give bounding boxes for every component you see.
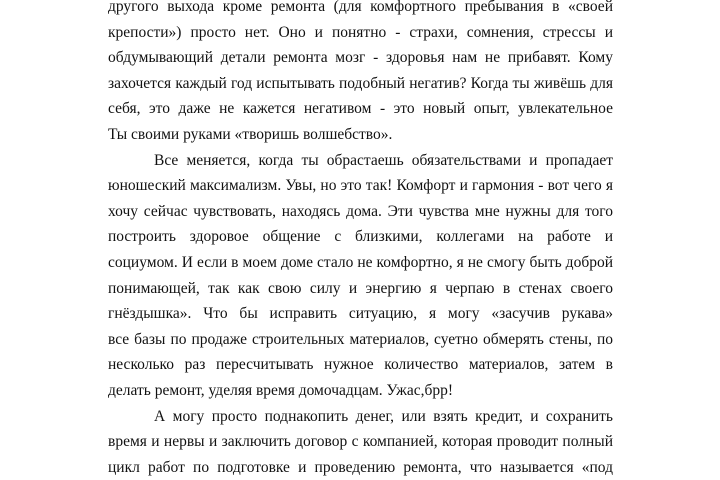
document-body (108, 0, 613, 480)
text-line: юношеский максимализм. Увы, но это так! Комфорт и гармония - вот чего я (108, 177, 613, 195)
paragraph-1 (108, 0, 613, 148)
text-line: социумом. И если в моем доме стало не комфортно, я не смогу быть доброй (108, 253, 613, 271)
text-line: делать ремонт, уделяя время домочадцам. Ужас,брр! (108, 381, 454, 399)
paragraph-3 (108, 404, 613, 480)
text-line: А могу просто поднакопить денег, или взять кредит, и сохранить (154, 407, 613, 425)
text-line: захочется каждый год испытывать подобный негатив? Когда ты живёшь для (108, 74, 613, 92)
text-line: несколько раз пересчитывать нужное количество материалов, затем в (108, 356, 613, 374)
text-line: время и нервы и заключить договор с компанией, которая проводит полный (108, 433, 613, 451)
text-line: себя, это даже не кажется негативом - это новый опыт, увлекательное (108, 100, 613, 118)
text-line: построить здоровое общение с близкими, коллегами на работе и (108, 228, 613, 246)
paragraph-2 (108, 148, 613, 404)
text-line: Все меняется, когда ты обрастаешь обязательствами и пропадает (154, 151, 613, 169)
text-line: крепости») просто нет. Оно и понятно - страхи, сомнения, стрессы и (108, 23, 613, 41)
text-line: другого выхода кроме ремонта (для комфортного пребывания в «своей (108, 0, 613, 15)
text-line: обдумывающий детали ремонта мозг - здоровья нам не прибавят. Кому (108, 49, 613, 67)
text-line: хочу сейчас чувствовать, находясь дома. Эти чувства мне нужны для того (108, 202, 613, 220)
text-line: Ты своими руками «творишь волшебство». (108, 125, 393, 143)
text-line: цикл работ по подготовке и проведению ремонта, что называется «под (108, 458, 613, 476)
text-line: все базы по продаже строительных материалов, суетно обмерять стены, по (108, 330, 613, 348)
text-line: понимающей, так как свою силу и энергию я черпаю в стенах своего (108, 279, 613, 297)
text-line: гнёздышка». Что бы исправить ситуацию, я могу «засучив рукава» (108, 305, 613, 323)
